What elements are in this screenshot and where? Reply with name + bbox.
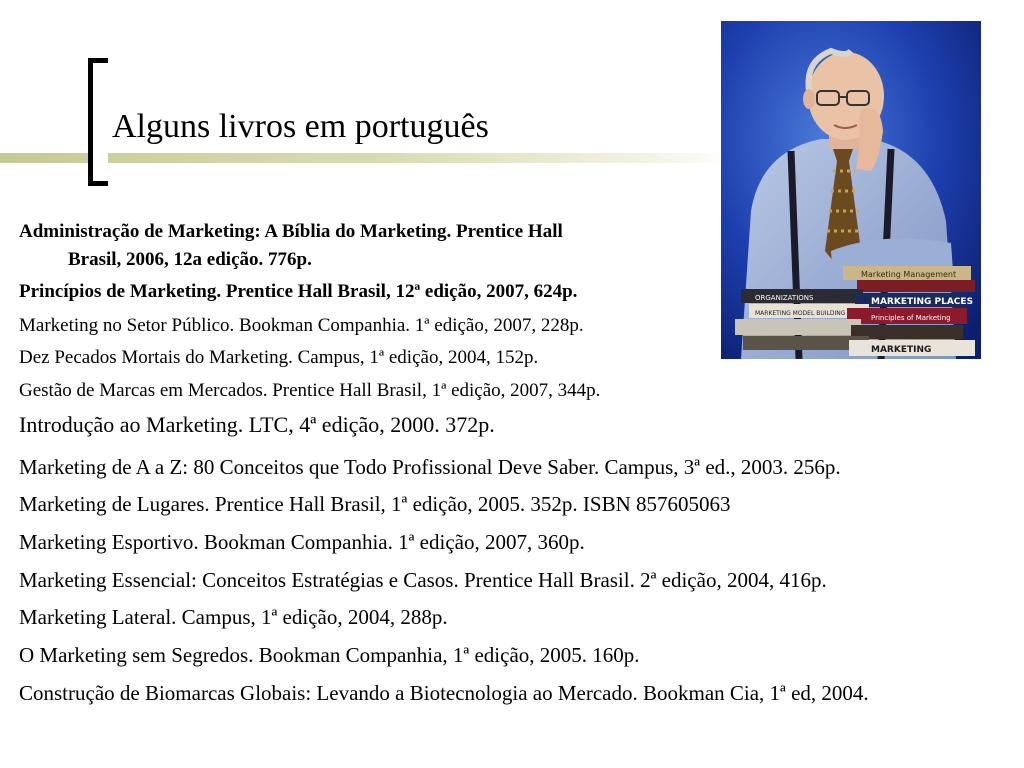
book-item-13: Construção de Biomarcas Globais: Levando a Biotecnologia ao Mercado. Bookman Cia, 1ª ed, 2004. [19,681,869,705]
book-spine-3: Principles of Marketing [871,314,951,322]
book-item-2: Princípios de Marketing. Prentice Hall Brasil, 12ª edição, 2007, 624p. [19,281,578,302]
book-item-6: Introdução ao Marketing. LTC, 4ª edição, 2000. 372p. [19,412,495,437]
book-item-7: Marketing de A a Z: 80 Conceitos que Todo Profissional Deve Saber. Campus, 3ª ed., 2003. 256p. [19,455,841,479]
book-spine-2: MARKETING PLACES [871,297,974,307]
author-photo [721,21,981,359]
book-spine-5: MARKETING MODEL BUILDING [755,310,846,317]
book-item-1 [19,218,563,274]
title-accent-bar [0,153,730,163]
book-item-4: Dez Pecados Mortais do Marketing. Campus, 1ª edição, 2004, 152p. [19,347,539,368]
slide-title: Alguns livros em português [112,108,489,145]
book-item-10: Marketing Essencial: Conceitos Estratégias e Casos. Prentice Hall Brasil. 2ª edição, 2004, 416p. [19,568,827,592]
book-item-8: Marketing de Lugares. Prentice Hall Brasil, 1ª edição, 2005. 352p. ISBN 857605063 [19,492,731,516]
author-photo-illustration [721,21,981,359]
book-item-11: Marketing Lateral. Campus, 1ª edição, 2004, 288p. [19,605,448,629]
book-spine-6: MARKETING [871,345,932,355]
book-spine-1: Marketing Management [861,270,957,279]
book-item-1-line1: Administração de Marketing: A Bíblia do Marketing. Prentice Hall [19,221,563,242]
book-item-5: Gestão de Marcas em Mercados. Prentice Hall Brasil, 1ª edição, 2007, 344p. [19,380,601,401]
book-item-1-line2: Brasil, 2006, 12a edição. 776p. [68,249,312,270]
book-spine-4: ORGANIZATIONS [755,294,814,302]
book-item-3: Marketing no Setor Público. Bookman Companhia. 1ª edição, 2007, 228p. [19,315,584,336]
book-item-9: Marketing Esportivo. Bookman Companhia. 1ª edição, 2007, 360p. [19,530,585,554]
book-item-12: O Marketing sem Segredos. Bookman Companhia, 1ª edição, 2005. 160p. [19,643,640,667]
title-bracket [88,58,108,186]
